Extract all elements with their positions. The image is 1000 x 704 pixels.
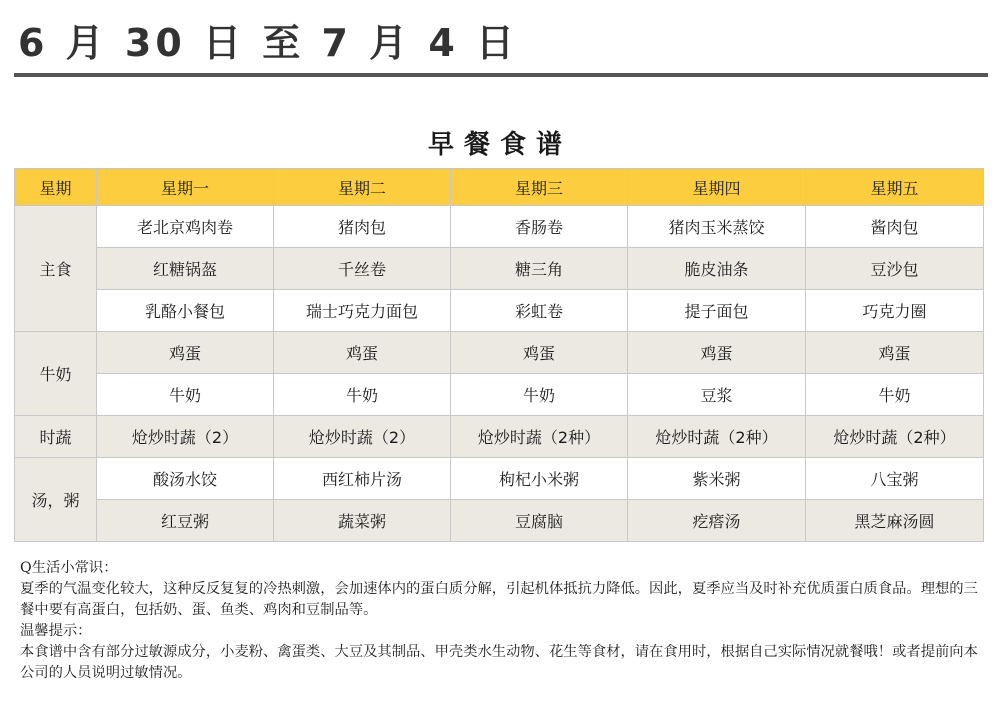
menu-cell: 香肠卷 [451,206,628,248]
tip-text: 夏季的气温变化较大，这种反反复复的冷热刺激，会加速体内的蛋白质分解，引起机体抵抗力降低。因此，夏季应当及时补充优质蛋白质食品。理想的三餐中要有高蛋白，包括奶、蛋、鱼类、鸡肉和豆制品等。 [20,581,978,618]
menu-cell: 瑞士巧克力面包 [274,290,451,332]
menu-cell: 牛奶 [806,374,984,416]
menu-cell: 蔬菜粥 [274,500,451,542]
menu-cell: 豆腐脑 [451,500,628,542]
date-range-title: 6 月 30 日 至 7 月 4 日 [18,21,519,65]
menu-cell: 脆皮油条 [628,248,806,290]
header-cell-tuesday: 星期二 [274,169,451,206]
menu-cell: 牛奶 [97,374,274,416]
menu-cell: 枸杞小米粥 [451,458,628,500]
menu-cell: 鸡蛋 [806,332,984,374]
menu-cell: 千丝卷 [274,248,451,290]
menu-cell: 提子面包 [628,290,806,332]
menu-cell: 红豆粥 [97,500,274,542]
header-cell-weekday: 星期 [15,169,97,206]
menu-cell: 酱肉包 [806,206,984,248]
table-row [15,332,984,374]
menu-cell: 猪肉包 [274,206,451,248]
menu-cell: 牛奶 [274,374,451,416]
menu-cell: 鸡蛋 [97,332,274,374]
menu-cell: 红糖锅盔 [97,248,274,290]
table-row [15,458,984,500]
menu-cell: 牛奶 [451,374,628,416]
menu-cell: 酸汤水饺 [97,458,274,500]
menu-cell: 鸡蛋 [451,332,628,374]
table-row [15,248,984,290]
category-cell-milk: 牛奶 [15,332,97,416]
breakfast-menu-table [14,168,984,542]
menu-cell: 炝炒时蔬（2） [97,416,274,458]
menu-cell: 巧克力圈 [806,290,984,332]
menu-title: 早餐食谱 [427,130,572,160]
title-divider [14,73,988,77]
menu-cell: 猪肉玉米蒸饺 [628,206,806,248]
menu-cell: 紫米粥 [628,458,806,500]
menu-cell: 八宝粥 [806,458,984,500]
menu-cell: 豆沙包 [806,248,984,290]
menu-cell: 乳酪小餐包 [97,290,274,332]
menu-cell: 黑芝麻汤圆 [806,500,984,542]
category-cell-staple: 主食 [15,206,97,332]
menu-cell: 疙瘩汤 [628,500,806,542]
menu-cell: 豆浆 [628,374,806,416]
menu-cell: 炝炒时蔬（2种） [451,416,628,458]
menu-cell: 糖三角 [451,248,628,290]
header-cell-friday: 星期五 [806,169,984,206]
table-row [15,290,984,332]
menu-cell: 炝炒时蔬（2种） [628,416,806,458]
warning-text: 本食谱中含有部分过敏源成分，小麦粉、禽蛋类、大豆及其制品、甲壳类水生动物、花生等食材，请在食用时，根据自己实际情况就餐哦！或者提前向本公司的人员说明过敏情况。 [20,644,978,681]
table-row [15,206,984,248]
menu-cell: 老北京鸡肉卷 [97,206,274,248]
header-cell-thursday: 星期四 [628,169,806,206]
menu-cell: 炝炒时蔬（2种） [806,416,984,458]
header-cell-monday: 星期一 [97,169,274,206]
table-header-row [15,169,984,206]
tip-heading: Q生活小常识： [20,560,118,576]
category-cell-soup-porridge: 汤，粥 [15,458,97,542]
menu-cell: 鸡蛋 [274,332,451,374]
notes-section [20,558,985,684]
menu-cell: 西红柿片汤 [274,458,451,500]
warning-heading: 温馨提示： [20,623,92,639]
menu-cell: 彩虹卷 [451,290,628,332]
header-cell-wednesday: 星期三 [451,169,628,206]
menu-cell: 炝炒时蔬（2） [274,416,451,458]
table-row [15,416,984,458]
table-row [15,374,984,416]
menu-cell: 鸡蛋 [628,332,806,374]
table-row [15,500,984,542]
category-cell-vegetables: 时蔬 [15,416,97,458]
